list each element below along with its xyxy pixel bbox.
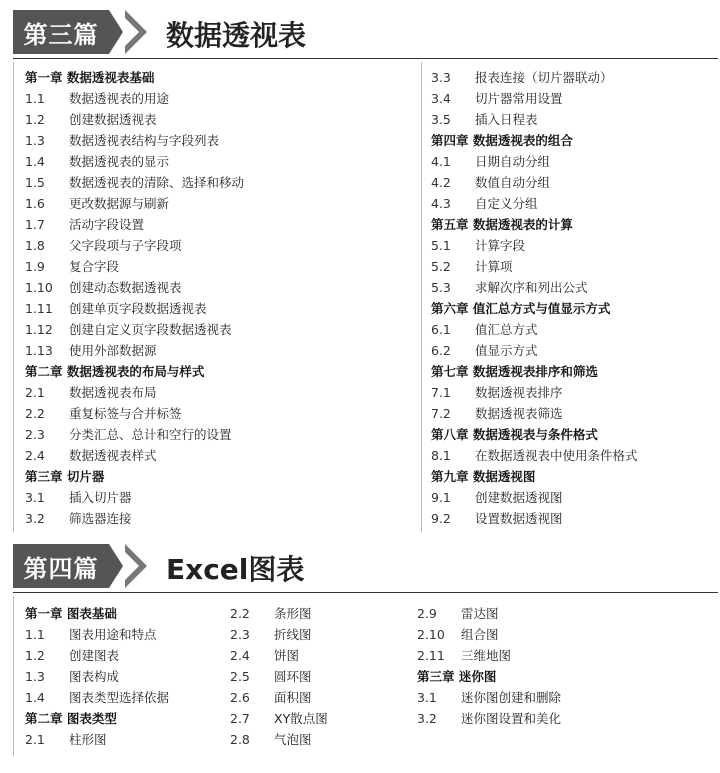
toc-entry (417, 708, 561, 729)
section-title: 插入切片器 (69, 490, 132, 505)
section-title: 数据透视表的显示 (69, 154, 170, 169)
section-title: 值汇总方式 (475, 322, 538, 337)
chapter-title: 第一章 数据透视表基础 (25, 70, 155, 85)
section-number: 1.2 (25, 648, 45, 663)
toc-entry (25, 645, 169, 666)
section-title: 面积图 (274, 690, 312, 705)
toc-entry (25, 403, 244, 424)
toc-entry (431, 445, 638, 466)
section-number: 9.2 (431, 511, 451, 526)
section-number: 4.2 (431, 175, 451, 190)
section-number: 7.1 (431, 385, 451, 400)
toc-entry (25, 340, 244, 361)
chapter-heading (431, 424, 638, 445)
toc-entry (431, 235, 638, 256)
toc-entry (25, 624, 169, 645)
toc-entry (230, 687, 328, 708)
chapter-title: 第五章 数据透视表的计算 (431, 217, 573, 232)
section-title: 自定义分组 (475, 196, 538, 211)
section-title: 使用外部数据源 (69, 343, 157, 358)
section-title: 折线图 (274, 627, 312, 642)
section-number: 2.9 (417, 606, 437, 621)
chapter-heading (25, 67, 244, 88)
section-number: 5.1 (431, 238, 451, 253)
section-number: 2.11 (417, 648, 445, 663)
chapter-heading (431, 466, 638, 487)
section-title: 数据透视表样式 (69, 448, 157, 463)
toc-entry (25, 193, 244, 214)
toc-entry (25, 235, 244, 256)
section-title: 条形图 (274, 606, 312, 621)
section-title: 数值自动分组 (475, 175, 551, 190)
section-title: 日期自动分组 (475, 154, 551, 169)
chapter-heading (431, 298, 638, 319)
toc-entry (230, 645, 328, 666)
part3-toc-right-column (431, 67, 638, 529)
toc-entry (431, 340, 638, 361)
section-title: 迷你图创建和删除 (461, 690, 562, 705)
section-title: 重复标签与合并标签 (69, 406, 182, 421)
section-title: 在数据透视表中使用条件格式 (475, 448, 638, 463)
section-number: 1.10 (25, 280, 53, 295)
toc-entry (230, 624, 328, 645)
toc-entry (25, 298, 244, 319)
section-number: 2.4 (230, 648, 250, 663)
toc-entry (25, 445, 244, 466)
toc-entry (230, 729, 328, 750)
section-title: 柱形图 (69, 732, 107, 747)
toc-entry (431, 109, 638, 130)
part3-tag: 第三篇 (13, 10, 109, 54)
section-number: 2.8 (230, 732, 250, 747)
section-title: 三维地图 (461, 648, 512, 663)
section-number: 1.7 (25, 217, 45, 232)
chapter-heading (25, 466, 244, 487)
section-title: 插入日程表 (475, 112, 538, 127)
section-title: 复合字段 (69, 259, 120, 274)
section-number: 3.1 (25, 490, 45, 505)
toc-entry (431, 88, 638, 109)
section-number: 6.1 (431, 322, 451, 337)
section-number: 1.4 (25, 690, 45, 705)
toc-entry (25, 277, 244, 298)
section-number: 1.8 (25, 238, 45, 253)
section-number: 2.1 (25, 732, 45, 747)
section-title: 图表类型选择依据 (69, 690, 170, 705)
section-title: 更改数据源与刷新 (69, 196, 170, 211)
part4-title: Excel图表 (166, 553, 305, 586)
part4-toc-column-2 (230, 603, 328, 750)
toc-entry (431, 67, 638, 88)
toc-entry (431, 256, 638, 277)
chapter-title: 第七章 数据透视表排序和筛选 (431, 364, 598, 379)
toc-entry (25, 214, 244, 235)
section-title: 迷你图设置和美化 (461, 711, 562, 726)
section-number: 2.5 (230, 669, 250, 684)
toc-entry (417, 624, 561, 645)
part3-rule (13, 58, 718, 59)
toc-entry (417, 603, 561, 624)
chapter-title: 第三章 切片器 (25, 469, 105, 484)
section-number: 3.2 (417, 711, 437, 726)
toc-entry (230, 708, 328, 729)
toc-entry (431, 151, 638, 172)
toc-entry (431, 403, 638, 424)
section-number: 5.2 (431, 259, 451, 274)
section-number: 1.11 (25, 301, 53, 316)
toc-entry (25, 424, 244, 445)
part4-left-border (13, 596, 14, 756)
toc-entry (25, 382, 244, 403)
section-title: 圆环图 (274, 669, 312, 684)
section-number: 1.5 (25, 175, 45, 190)
toc-entry (25, 319, 244, 340)
section-title: 设置数据透视图 (475, 511, 563, 526)
section-number: 9.1 (431, 490, 451, 505)
section-title: 报表连接（切片器联动） (475, 70, 613, 85)
chapter-title: 第九章 数据透视图 (431, 469, 536, 484)
toc-entry (230, 603, 328, 624)
chapter-heading (431, 361, 638, 382)
section-number: 1.12 (25, 322, 53, 337)
chapter-title: 第二章 数据透视表的布局与样式 (25, 364, 205, 379)
section-title: 组合图 (461, 627, 499, 642)
toc-entry (431, 319, 638, 340)
section-number: 3.4 (431, 91, 451, 106)
section-number: 3.2 (25, 511, 45, 526)
section-title: 数据透视表布局 (69, 385, 157, 400)
section-number: 1.13 (25, 343, 53, 358)
part3-header (13, 10, 718, 54)
section-number: 2.1 (25, 385, 45, 400)
chapter-heading (431, 130, 638, 151)
section-number: 4.3 (431, 196, 451, 211)
section-title: 图表用途和特点 (69, 627, 157, 642)
section-number: 1.1 (25, 627, 45, 642)
section-title: 雷达图 (461, 606, 499, 621)
section-number: 1.6 (25, 196, 45, 211)
toc-entry (25, 130, 244, 151)
toc-entry (25, 151, 244, 172)
toc-entry (25, 666, 169, 687)
section-title: 饼图 (274, 648, 300, 663)
chapter-title: 第一章 图表基础 (25, 606, 117, 621)
section-number: 2.3 (230, 627, 250, 642)
section-title: 数据透视表的清除、选择和移动 (69, 175, 245, 190)
section-title: 创建自定义页字段数据透视表 (69, 322, 232, 337)
section-title: 气泡图 (274, 732, 312, 747)
toc-entry (25, 508, 244, 529)
toc-entry (431, 172, 638, 193)
section-number: 3.5 (431, 112, 451, 127)
part4-rule (13, 592, 718, 593)
section-title: 数据透视表结构与字段列表 (69, 133, 220, 148)
section-number: 2.6 (230, 690, 250, 705)
section-title: 数据透视表的用途 (69, 91, 170, 106)
section-number: 1.3 (25, 669, 45, 684)
toc-entry (431, 487, 638, 508)
chapter-title: 第八章 数据透视表与条件格式 (431, 427, 598, 442)
toc-entry (431, 382, 638, 403)
toc-entry (431, 277, 638, 298)
part4-toc-column-1 (25, 603, 169, 750)
section-title: 求解次序和列出公式 (475, 280, 588, 295)
chapter-title: 第三章 迷你图 (417, 669, 497, 684)
section-number: 2.7 (230, 711, 250, 726)
section-number: 1.3 (25, 133, 45, 148)
toc-entry (431, 193, 638, 214)
section-title: 筛选器连接 (69, 511, 132, 526)
section-title: 创建单页字段数据透视表 (69, 301, 207, 316)
section-title: 数据透视表筛选 (475, 406, 563, 421)
section-title: 创建数据透视图 (475, 490, 563, 505)
section-title: 分类汇总、总计和空行的设置 (69, 427, 232, 442)
section-title: 数据透视表排序 (475, 385, 563, 400)
toc-entry (417, 687, 561, 708)
section-title: XY散点图 (274, 711, 328, 726)
chapter-title: 第六章 值汇总方式与值显示方式 (431, 301, 611, 316)
section-title: 父字段项与子字段项 (69, 238, 182, 253)
toc-entry (417, 645, 561, 666)
toc-entry (25, 729, 169, 750)
toc-entry (25, 109, 244, 130)
part3-mid-border (421, 62, 422, 532)
toc-entry (25, 487, 244, 508)
chevron-right-icon (125, 544, 147, 588)
part3-toc-left-column (25, 67, 244, 529)
section-number: 2.3 (25, 427, 45, 442)
section-number: 2.2 (25, 406, 45, 421)
section-title: 活动字段设置 (69, 217, 145, 232)
section-title: 创建图表 (69, 648, 120, 663)
section-number: 1.4 (25, 154, 45, 169)
chapter-heading (25, 361, 244, 382)
section-number: 7.2 (431, 406, 451, 421)
section-number: 3.3 (431, 70, 451, 85)
section-number: 6.2 (431, 343, 451, 358)
section-title: 切片器常用设置 (475, 91, 563, 106)
section-number: 2.4 (25, 448, 45, 463)
section-title: 图表构成 (69, 669, 120, 684)
section-number: 2.2 (230, 606, 250, 621)
toc-entry (25, 88, 244, 109)
section-number: 1.9 (25, 259, 45, 274)
section-title: 值显示方式 (475, 343, 538, 358)
section-number: 3.1 (417, 690, 437, 705)
part3-title: 数据透视表 (166, 19, 307, 52)
toc-entry (25, 256, 244, 277)
part3-left-border (13, 62, 14, 532)
toc-entry (25, 687, 169, 708)
section-title: 创建动态数据透视表 (69, 280, 182, 295)
chapter-heading (25, 708, 169, 729)
section-number: 5.3 (431, 280, 451, 295)
chapter-title: 第四章 数据透视表的组合 (431, 133, 573, 148)
part4-header (13, 544, 718, 588)
section-number: 8.1 (431, 448, 451, 463)
section-number: 2.10 (417, 627, 445, 642)
chapter-heading (431, 214, 638, 235)
toc-entry (431, 508, 638, 529)
toc-entry (25, 172, 244, 193)
chapter-heading (25, 603, 169, 624)
part4-toc-column-3 (417, 603, 561, 729)
section-title: 计算项 (475, 259, 513, 274)
chapter-title: 第二章 图表类型 (25, 711, 117, 726)
section-number: 1.1 (25, 91, 45, 106)
chapter-heading (417, 666, 561, 687)
section-title: 创建数据透视表 (69, 112, 157, 127)
chevron-right-icon (125, 10, 147, 54)
toc-entry (230, 666, 328, 687)
section-number: 4.1 (431, 154, 451, 169)
part4-tag: 第四篇 (13, 544, 109, 588)
section-number: 1.2 (25, 112, 45, 127)
section-title: 计算字段 (475, 238, 526, 253)
